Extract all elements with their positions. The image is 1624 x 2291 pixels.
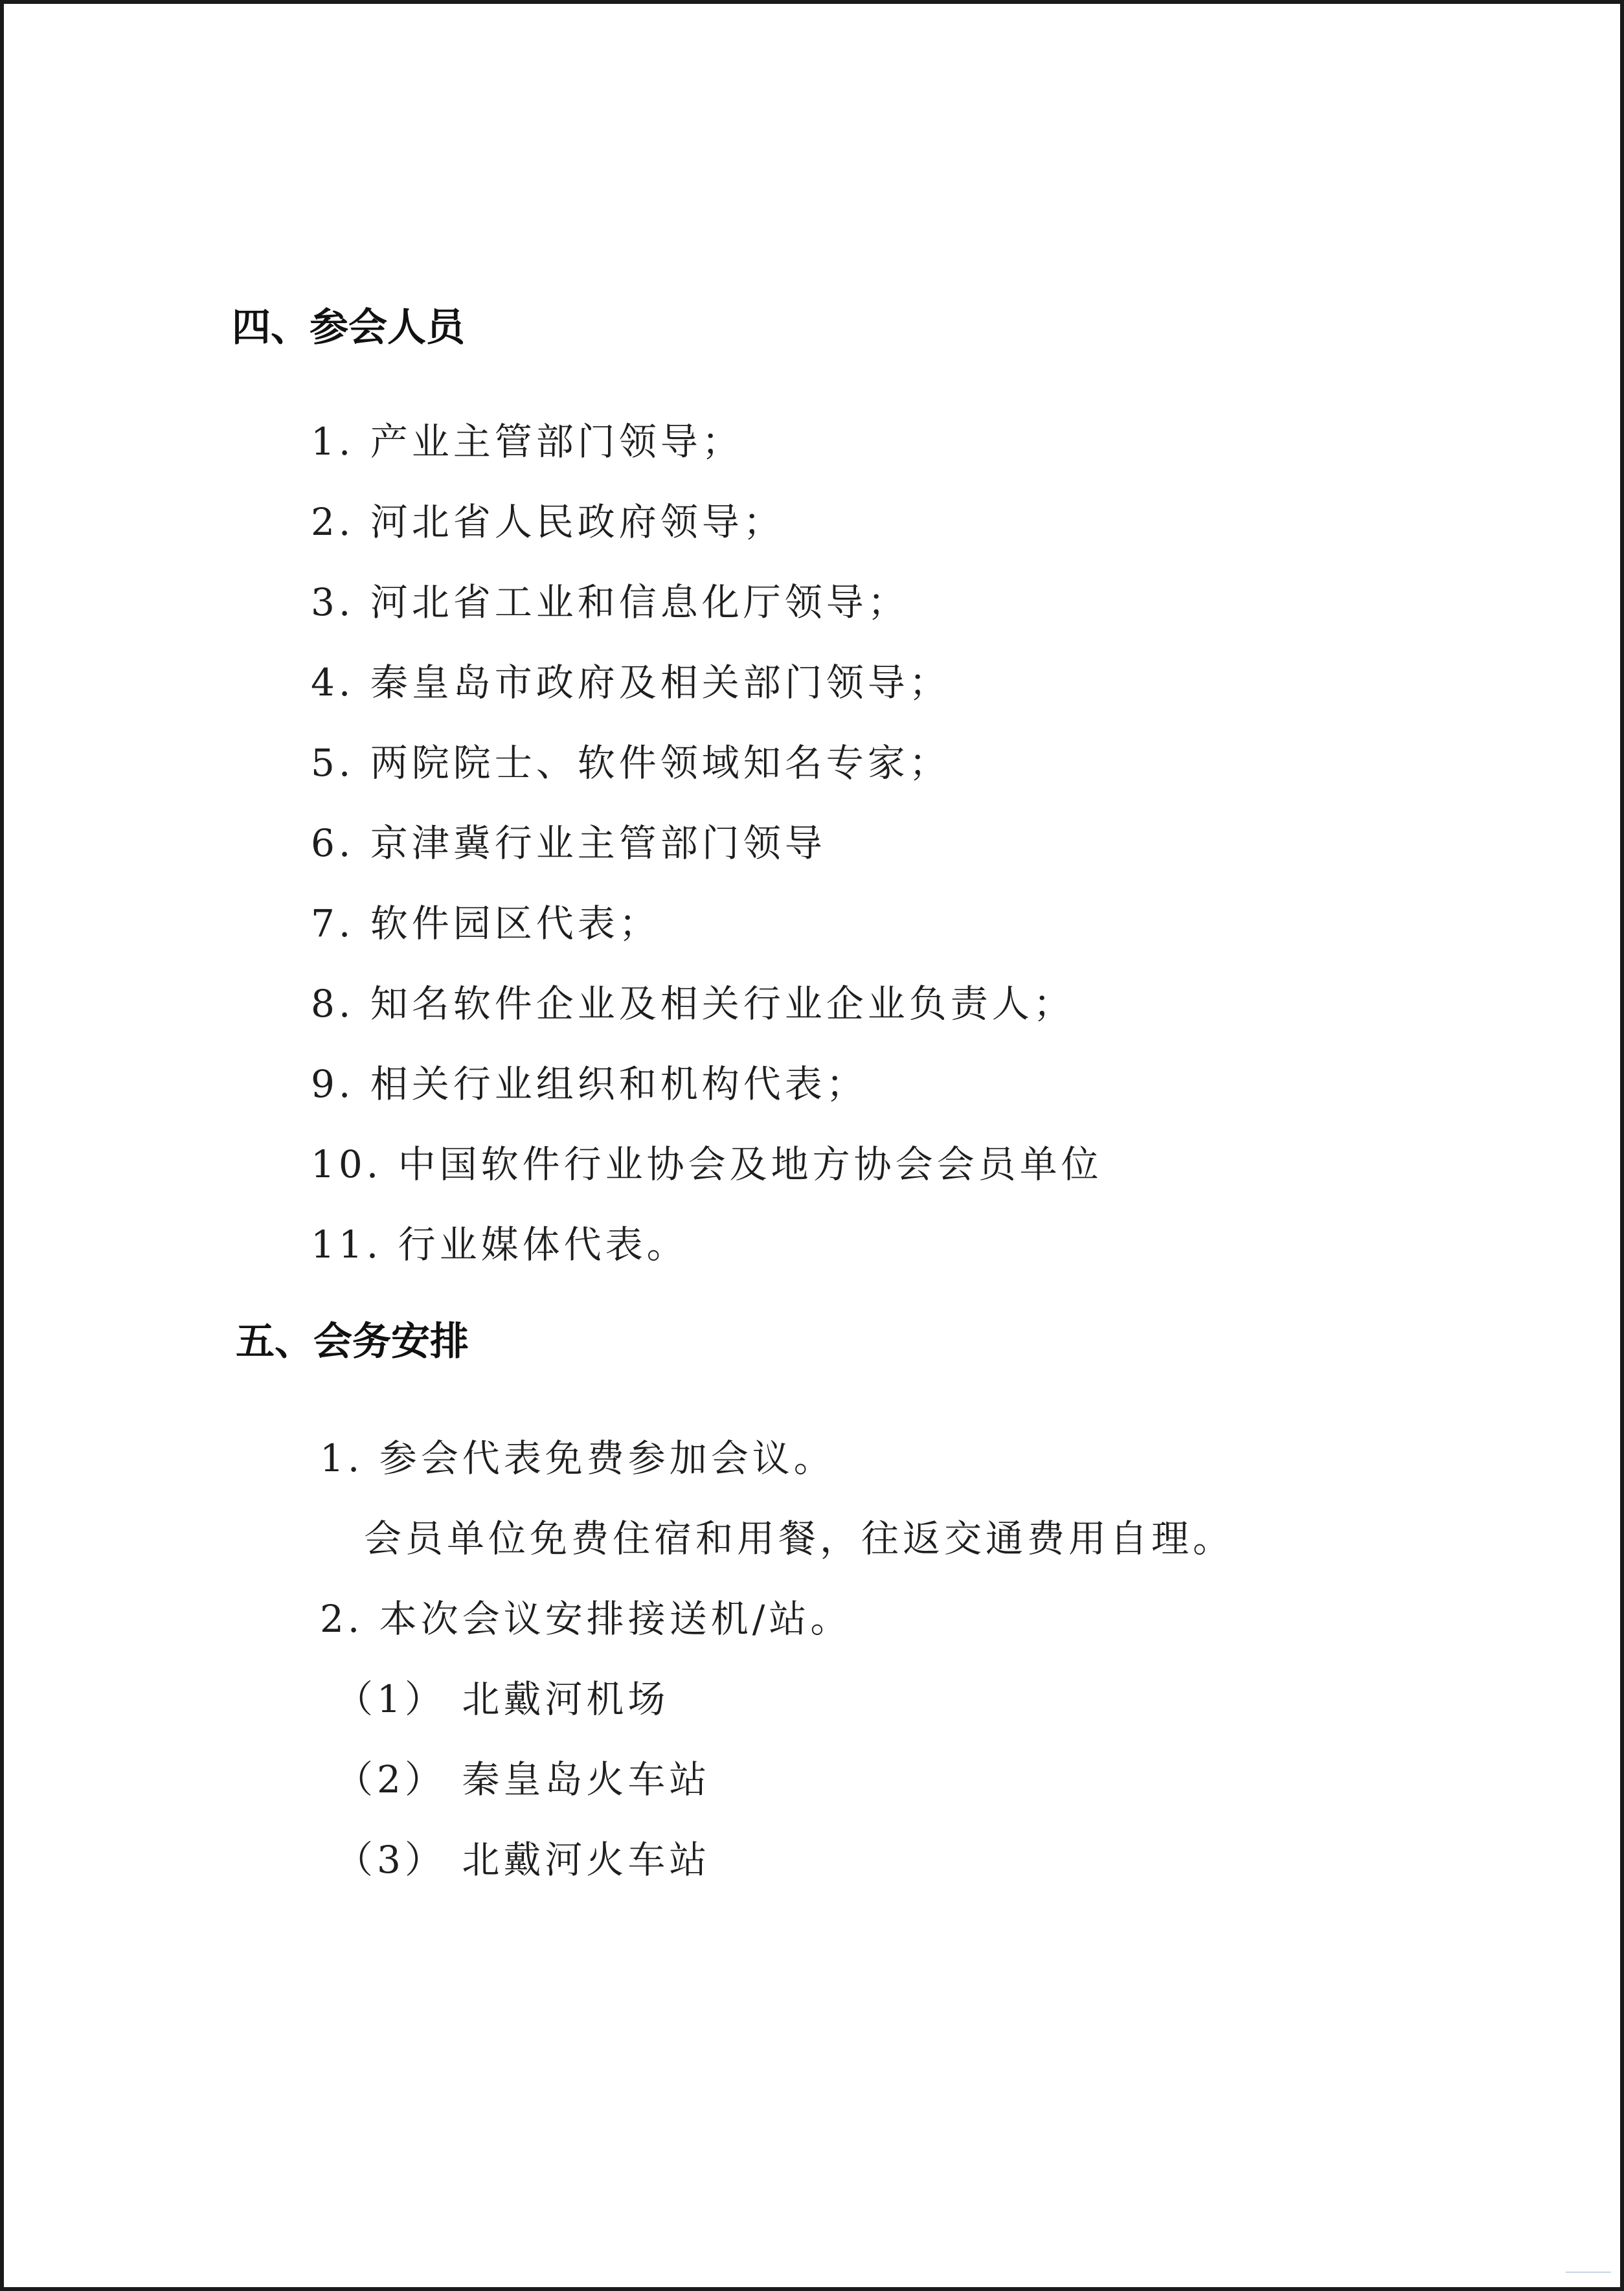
section-heading-attendees: 四、参会人员 — [232, 305, 465, 350]
section-heading-logistics: 五、会务安排 — [236, 1319, 469, 1364]
pickup-location: （2） 秦皇岛火车站 — [335, 1757, 711, 1801]
attendee-item: 8. 知名软件企业及相关行业企业负责人； — [311, 982, 1075, 1026]
pickup-location: （3） 北戴河火车站 — [335, 1838, 711, 1882]
attendee-item: 7. 软件园区代表； — [311, 901, 660, 945]
attendee-item: 9. 相关行业组织和机构代表； — [311, 1062, 868, 1106]
attendee-item: 4. 秦皇岛市政府及相关部门领导； — [311, 660, 951, 705]
attendee-item: 1. 产业主管部门领导； — [311, 420, 743, 464]
attendee-item: 10. 中国软件行业协会及地方协会会员单位 — [311, 1142, 1103, 1186]
attendee-item: 6. 京津冀行业主管部门领导 — [311, 821, 826, 865]
logistics-item-1-note: 会员单位免费住宿和用餐，往返交通费用自理。 — [364, 1517, 1235, 1561]
attendee-item: 11. 行业媒体代表。 — [311, 1223, 688, 1267]
scan-corner-mark — [1566, 2272, 1611, 2279]
attendee-item: 5. 两院院士、软件领域知名专家； — [311, 741, 951, 785]
logistics-item-1: 1. 参会代表免费参加会议。 — [320, 1436, 835, 1480]
pickup-location: （1） 北戴河机场 — [335, 1677, 670, 1721]
attendee-item: 3. 河北省工业和信息化厅领导； — [311, 580, 909, 624]
attendee-item: 2. 河北省人民政府领导； — [311, 500, 785, 544]
logistics-item-2: 2. 本次会议安排接送机/站。 — [320, 1597, 852, 1641]
